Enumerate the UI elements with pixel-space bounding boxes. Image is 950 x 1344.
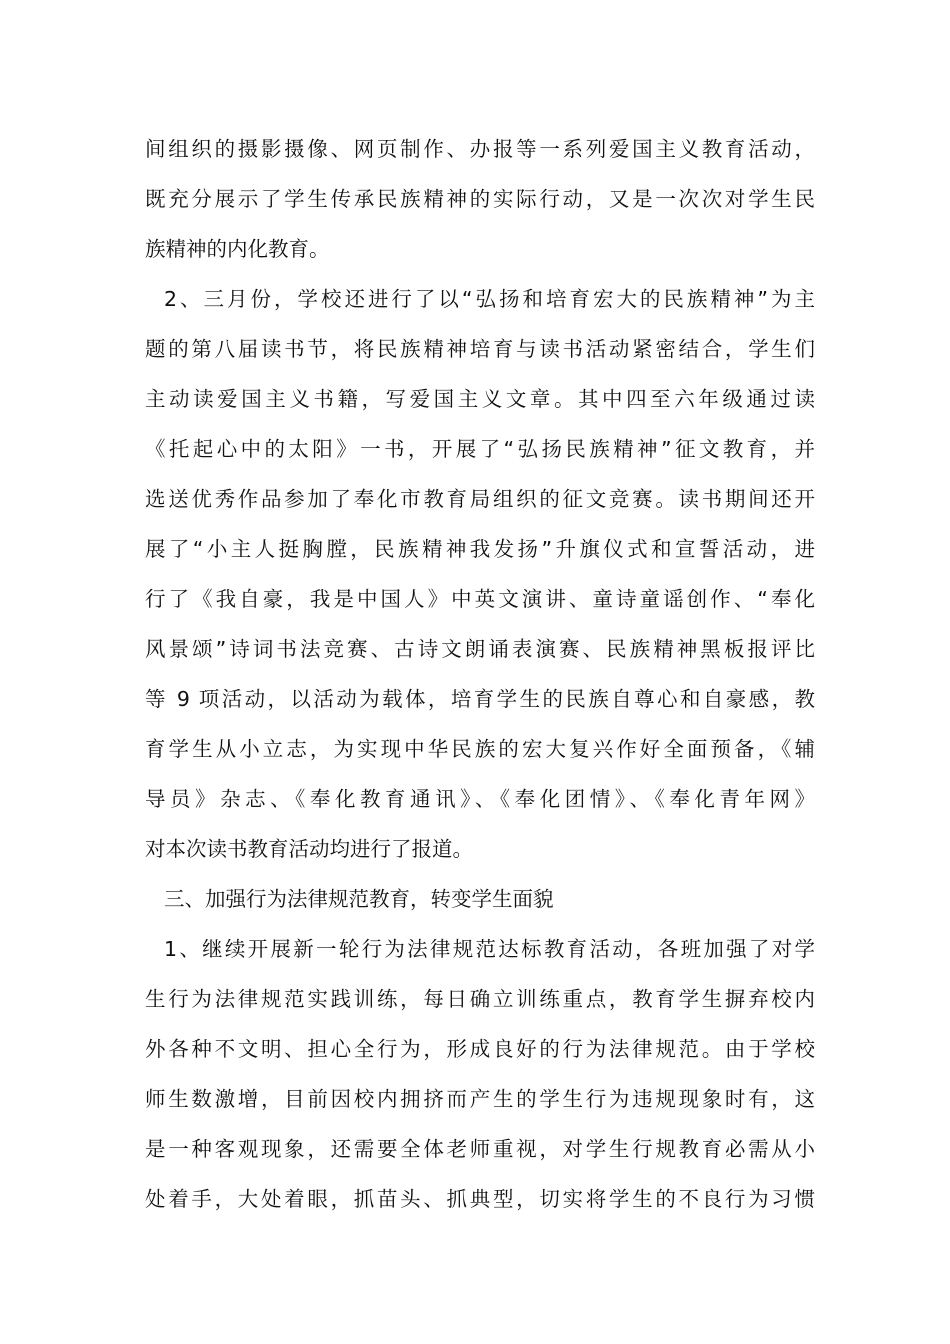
text-line: 族精神的内化教育。 — [145, 237, 330, 261]
text-line: 题的第八届读书节，将民族精神培育与读书活动紧密结合，学生们 — [145, 337, 815, 361]
text-line: 间组织的摄影摄像、网页制作、办报等一系列爱国主义教育活动， — [145, 137, 815, 161]
text-line: 风景颂”诗词书法竞赛、古诗文朗诵表演赛、民族精神黑板报评比 — [145, 637, 815, 661]
paragraph-start-line: 1、继续开展新一轮行为法律规范达标教育活动，各班加强了对学 — [164, 937, 815, 961]
text-line: 等 9 项活动，以活动为载体，培育学生的民族自尊心和自豪感，教 — [145, 687, 815, 711]
paragraph-start-line: 2、三月份，学校还进行了以“弘扬和培育宏大的民族精神”为主 — [164, 287, 815, 311]
text-line: 对本次读书教育活动均进行了报道。 — [145, 837, 473, 861]
text-line: 育学生从小立志，为实现中华民族的宏大复兴作好全面预备，《辅 — [145, 737, 815, 761]
text-line: 处着手，大处着眼，抓苗头、抓典型，切实将学生的不良行为习惯 — [145, 1187, 815, 1211]
text-line: 选送优秀作品参加了奉化市教育局组织的征文竞赛。读书期间还开 — [145, 487, 815, 511]
text-line: 既充分展示了学生传承民族精神的实际行动，又是一次次对学生民 — [145, 187, 815, 211]
text-line: 《托起心中的太阳》一书，开展了“弘扬民族精神”征文教育，并 — [145, 437, 815, 461]
text-line: 主动读爱国主义书籍，写爱国主义文章。其中四至六年级通过读 — [145, 387, 815, 411]
text-line: 展了“小主人挺胸膛，民族精神我发扬”升旗仪式和宣誓活动，进 — [145, 537, 815, 561]
text-line: 生行为法律规范实践训练，每日确立训练重点，教育学生摒弃校内 — [145, 987, 815, 1011]
text-line: 是一种客观现象，还需要全体老师重视，对学生行规教育必需从小 — [145, 1137, 815, 1161]
text-line: 导员》杂志、《奉化教育通讯》、《奉化团情》、《奉化青年网》 — [145, 787, 815, 811]
section-heading: 三、加强行为法律规范教育，转变学生面貌 — [164, 887, 554, 911]
text-line: 行了《我自豪，我是中国人》中英文演讲、童诗童谣创作、“奉化 — [145, 587, 815, 611]
text-line: 师生数激增，目前因校内拥挤而产生的学生行为违规现象时有，这 — [145, 1087, 815, 1111]
text-line: 外各种不文明、担心全行为，形成良好的行为法律规范。由于学校 — [145, 1037, 815, 1061]
